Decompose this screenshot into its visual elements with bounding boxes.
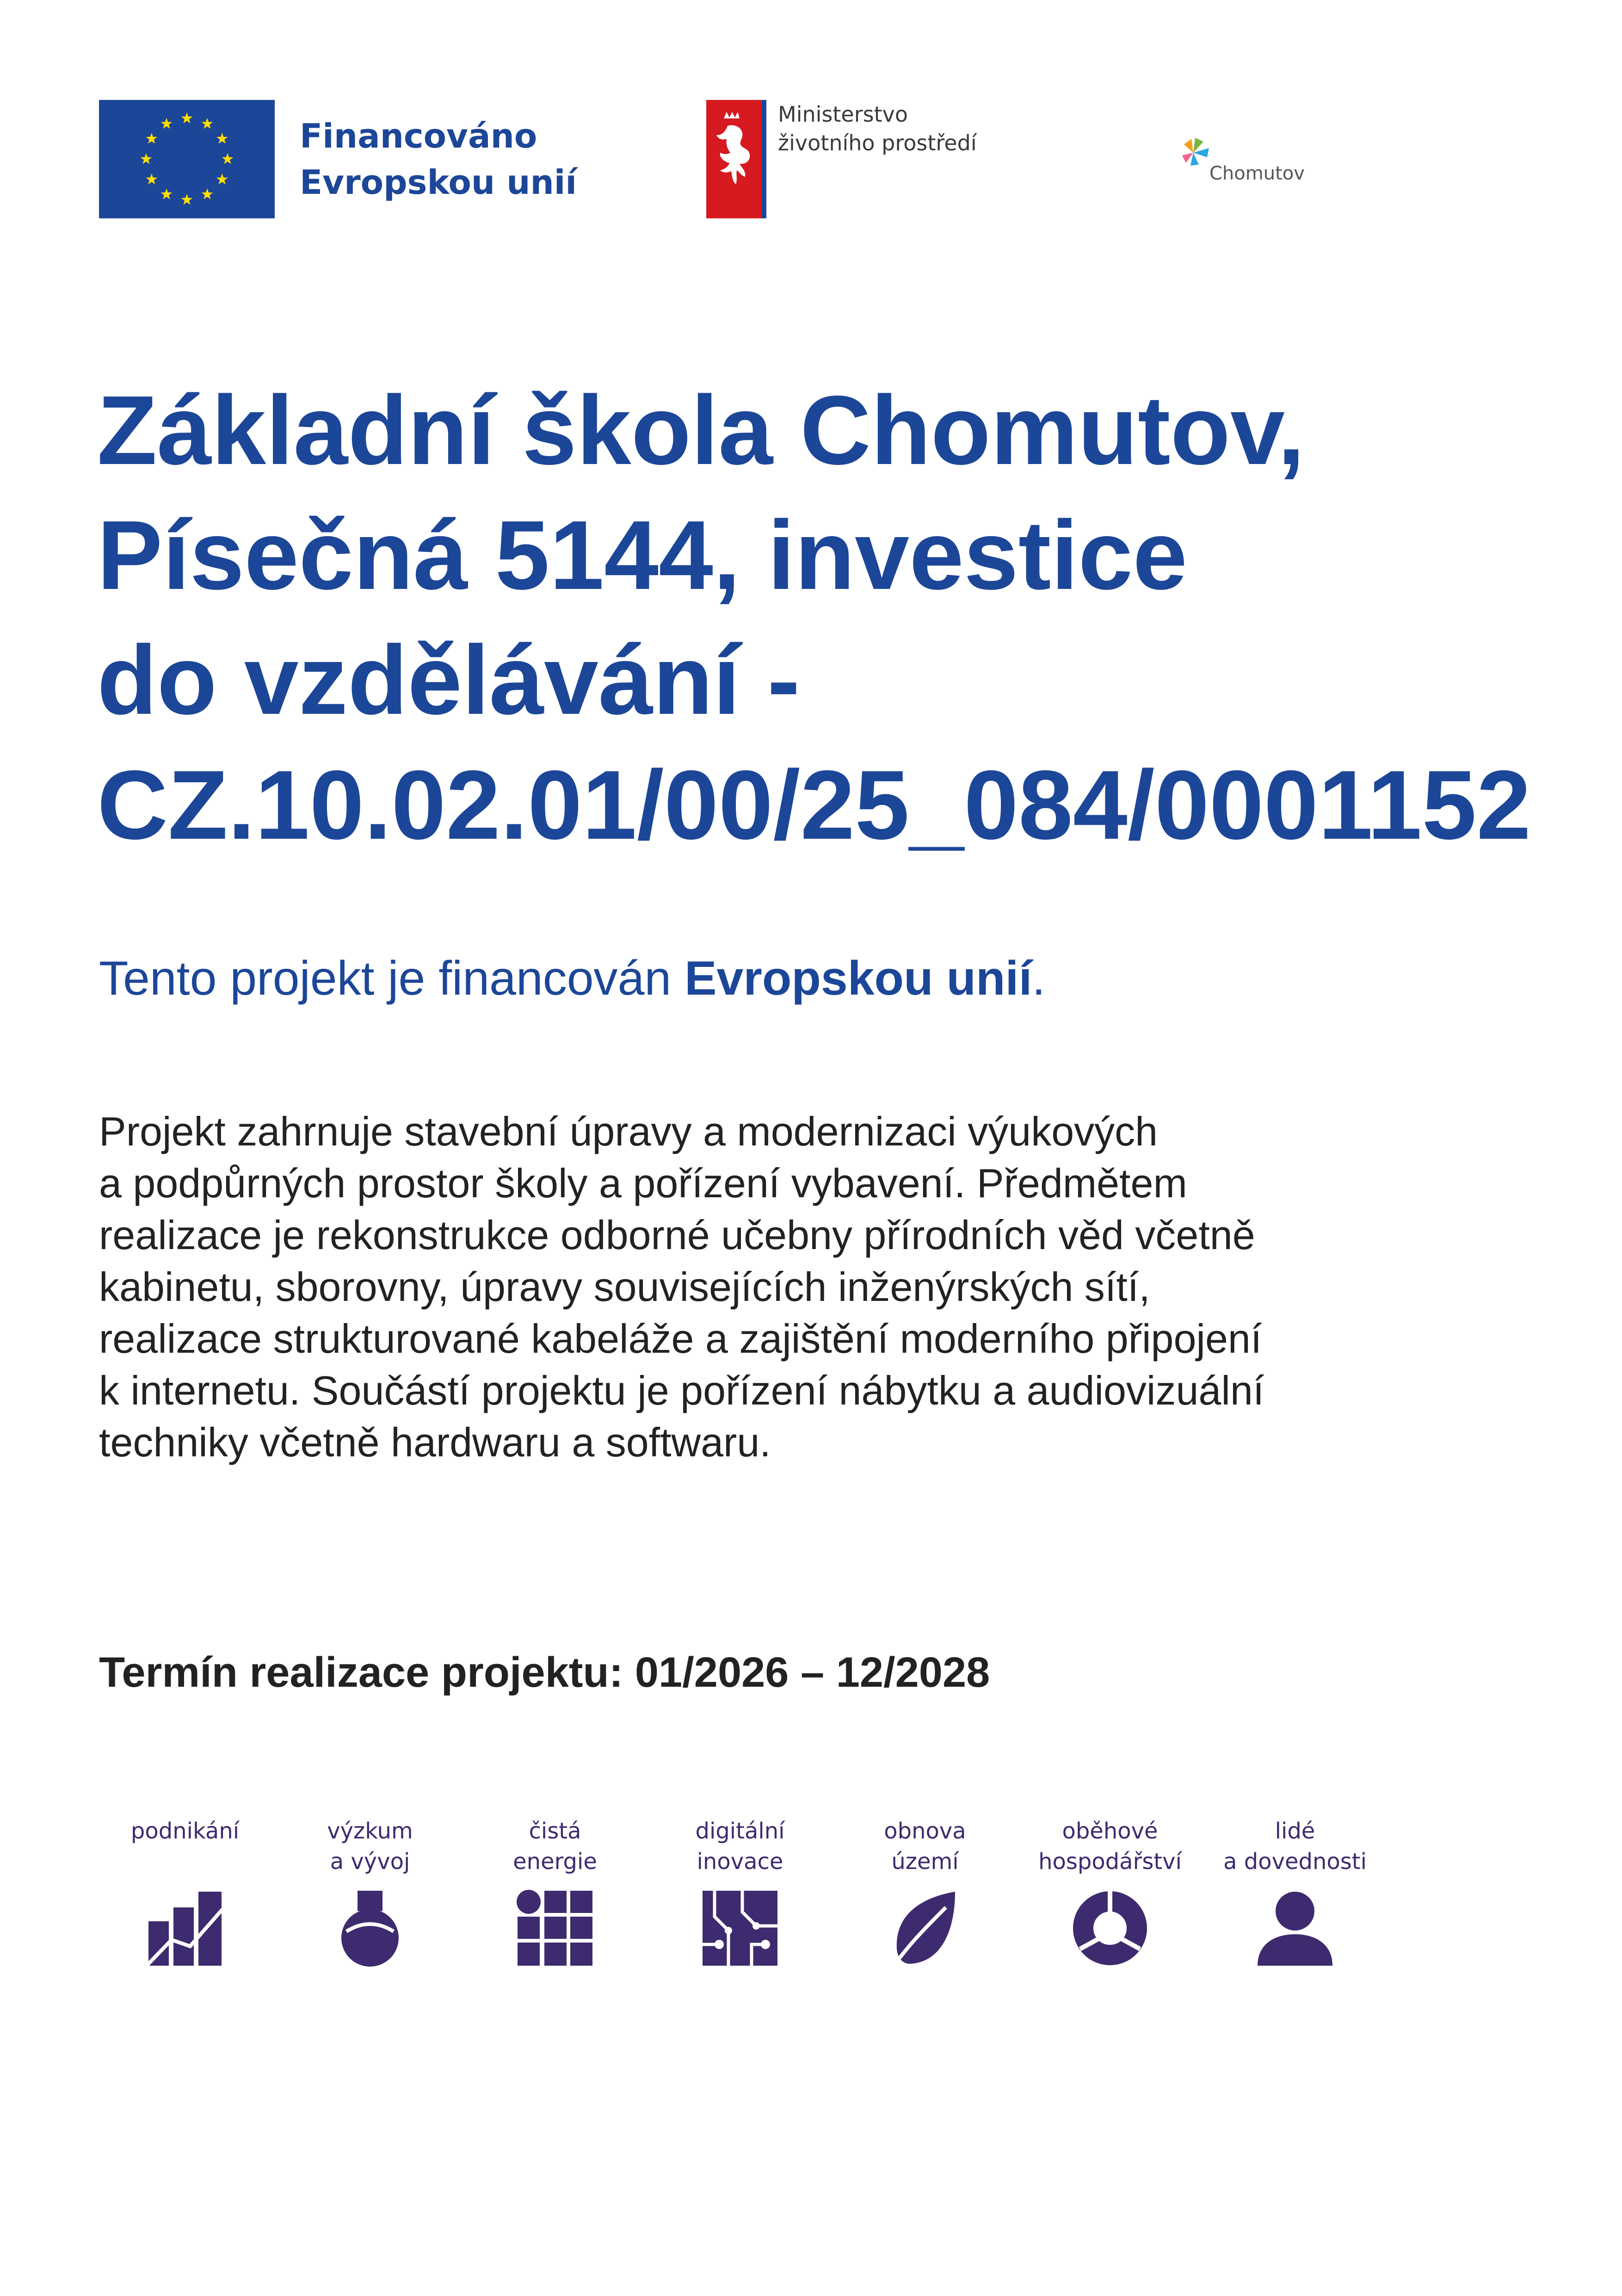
eu-funding-line-2: Evropskou unií — [300, 163, 577, 202]
ministry-logo — [706, 100, 1002, 218]
czech-lion-icon — [706, 100, 766, 218]
theme-label-line-1: čistá — [529, 1818, 581, 1844]
project-title-line-1: Základní škola Chomutov, — [97, 375, 1305, 485]
description-line: kabinetu, sborovny, úpravy souvisejících inženýrských sítí, — [99, 1264, 1150, 1310]
leaf-icon — [886, 1889, 964, 1968]
theme-label — [1018, 1816, 1203, 1877]
theme-label-line-2: energie — [513, 1849, 597, 1875]
chomutov-logo — [1179, 134, 1318, 190]
theme-clean-energy — [463, 1816, 648, 2001]
funding-statement-suffix: . — [1032, 952, 1046, 1005]
description-line: k internetu. Součástí projektu je pořízení nábytku a audiovizuální — [99, 1368, 1264, 1413]
theme-label-line-2: a vývoj — [330, 1849, 410, 1875]
project-title-line-4: CZ.10.02.01/00/25_084/0001152 — [97, 750, 1531, 860]
cycle-icon — [1071, 1889, 1149, 1968]
theme-people-skills — [1203, 1816, 1388, 2001]
theme-label-line-1: podnikání — [130, 1818, 240, 1844]
description-line: a podpůrných prostor školy a pořízení vybavení. Předmětem — [99, 1160, 1187, 1206]
theme-research — [278, 1816, 463, 2001]
eu-flag-icon — [99, 100, 275, 218]
description-line: realizace strukturované kabeláže a zajištění moderního připojení — [99, 1316, 1262, 1362]
eu-logo — [99, 100, 575, 218]
theme-icons-row — [93, 1816, 1406, 2001]
bar-growth-icon — [146, 1889, 224, 1968]
theme-label — [278, 1816, 463, 1877]
theme-label-line-1: digitální — [695, 1818, 785, 1844]
theme-territory-renewal — [833, 1816, 1018, 2001]
funding-statement — [99, 948, 1045, 1009]
funding-statement-emphasis: Evropskou unií — [685, 952, 1032, 1005]
project-description — [99, 1106, 1264, 1468]
description-line: Projekt zahrnuje stavební úpravy a modernizaci výukových — [99, 1108, 1158, 1154]
description-line: realizace je rekonstrukce odborné učebny přírodních věd včetně — [99, 1212, 1255, 1258]
project-title — [97, 368, 1614, 867]
funding-statement-prefix: Tento projekt je financován — [99, 952, 685, 1005]
theme-label — [1203, 1816, 1388, 1877]
circuit-icon — [701, 1889, 779, 1968]
person-icon — [1256, 1889, 1334, 1968]
solar-panel-icon — [516, 1889, 594, 1968]
theme-label-line-2: a dovednosti — [1223, 1849, 1367, 1875]
theme-label — [93, 1816, 278, 1846]
theme-label-line-1: oběhové — [1062, 1818, 1158, 1844]
theme-label-line-2: území — [891, 1849, 959, 1875]
eu-funding-label — [300, 113, 577, 205]
description-line: techniky včetně hardwaru a softwaru. — [99, 1419, 771, 1465]
theme-label-line-1: obnova — [884, 1818, 966, 1844]
project-term: Termín realizace projektu: 01/2026 – 12/2028 — [99, 1649, 990, 1696]
theme-label — [463, 1816, 648, 1877]
project-title-line-2: Písečná 5144, investice — [97, 500, 1188, 610]
theme-label-line-2: hospodářství — [1038, 1849, 1182, 1875]
ministry-line-1: Ministerstvo — [778, 102, 908, 127]
theme-label-line-1: výzkum — [327, 1818, 413, 1844]
chomutov-label: Chomutov — [1209, 163, 1305, 184]
ministry-line-2: životního prostředí — [778, 130, 977, 155]
theme-label — [648, 1816, 833, 1877]
theme-business — [93, 1816, 278, 2001]
theme-circular-economy — [1018, 1816, 1203, 2001]
theme-label-line-1: lidé — [1275, 1818, 1315, 1844]
theme-label-line-2: inovace — [697, 1849, 783, 1875]
project-title-line-3: do vzdělávání - — [97, 625, 800, 735]
eu-funding-line-1: Financováno — [300, 117, 537, 155]
ministry-label — [778, 100, 977, 157]
theme-digital-innovation — [648, 1816, 833, 2001]
theme-label — [833, 1816, 1018, 1877]
flask-icon — [331, 1889, 409, 1968]
